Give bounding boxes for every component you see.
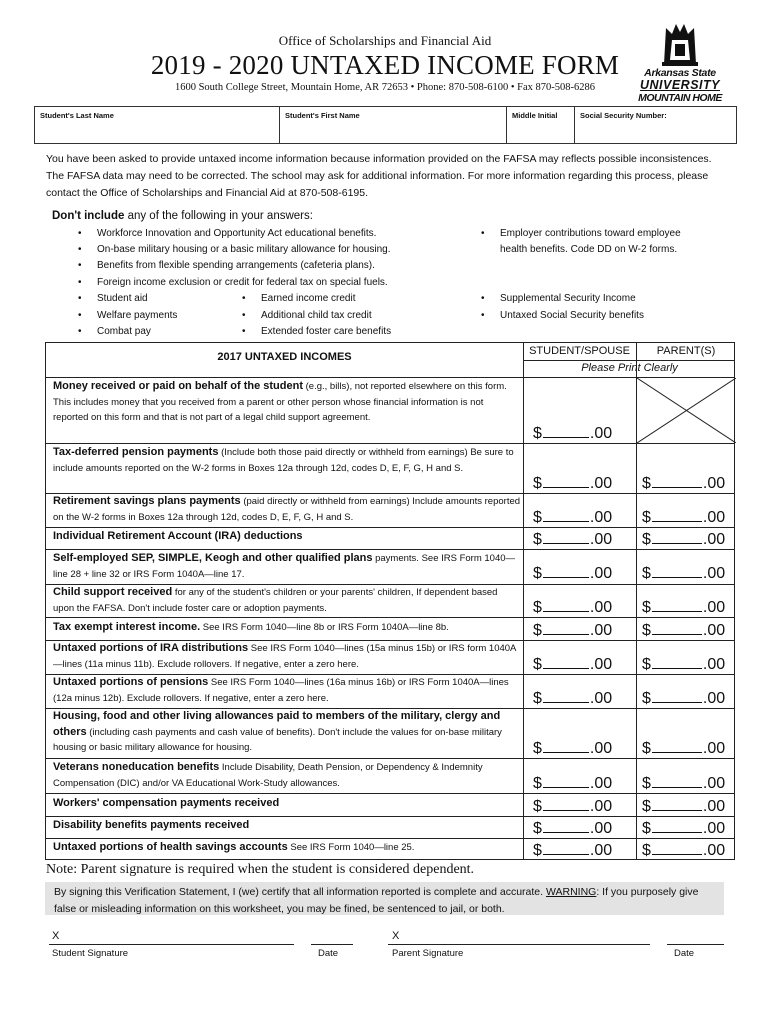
parent-amount-field[interactable]: $ .00 — [642, 842, 726, 859]
logo-line-2: UNIVERSITY — [639, 78, 720, 92]
parent-amount-field[interactable]: $ .00 — [642, 656, 726, 673]
exclusion-item: • Supplemental Security Income — [500, 293, 636, 304]
print-clearly-note: Please Print Clearly — [581, 362, 678, 374]
income-row-label: Individual Retirement Account (IRA) deductions — [53, 530, 303, 542]
exclusion-item: • Employer contributions toward employee — [500, 228, 681, 239]
exclusions-heading — [52, 210, 313, 222]
middle-initial-label: Middle Initial — [512, 111, 558, 120]
certification-text: By signing this Verification Statement, I (we) certify that all information reported is complete and accurate. WARNING: If you purposely give false or misleading information on this worksheet, you may be fined, be sentenced to jail, or both. — [54, 886, 699, 915]
income-row-label: Veterans noneducation benefits Include Disability, Death Pension, or Dependency & Indemnity Compensation (DIC) and/or VA Educational Work-Study allowances. — [53, 761, 483, 789]
exclusion-item: • Combat pay — [97, 326, 151, 337]
student-amount-field[interactable]: $ .00 — [533, 565, 613, 582]
student-amount-field[interactable]: $ .00 — [533, 798, 613, 815]
student-amount-field[interactable]: $ .00 — [533, 656, 613, 673]
student-date-line[interactable] — [311, 944, 353, 945]
income-row-label: Workers' compensation payments received — [53, 797, 280, 809]
table-divider — [523, 343, 524, 859]
student-amount-field[interactable]: $ .00 — [533, 475, 613, 492]
student-amount-field[interactable]: $ .00 — [533, 820, 613, 837]
parent-amount-field[interactable]: $ .00 — [642, 740, 726, 757]
student-amount-field[interactable]: $ .00 — [533, 740, 613, 757]
income-row-label: Housing, food and other living allowances paid to members of the military, clergy and others (including cash payments and cash value of benefits). Don't include the values for on-base military housing or basic military allowance for housing. — [53, 710, 502, 753]
income-row-label: Untaxed portions of pensions See IRS Form 1040—lines (16a minus 16b) or IRS Form 1040A—lines (12a minus 12b). Exclude rollovers. If negative, enter a zero here. — [53, 676, 509, 704]
income-row-label: Tax-deferred pension payments (Include both those paid directly or withheld from earnings) Be sure to include amounts reported on the W-2 forms in Boxes 12a through 12d, codes D, E, F, G, H and S. — [53, 446, 514, 474]
student-info-box — [34, 106, 737, 144]
student-amount-field[interactable]: $ .00 — [533, 531, 613, 548]
income-row-label: Disability benefits payments received — [53, 819, 250, 831]
intro-paragraph: You have been asked to provide untaxed income information because information provided on the FAFSA may reflects possible inconsistences. The FAFSA data may need to be corrected. The school may ask for additional information. For more information regarding this process, please contact the Office of Scholarships and Financial Aid at 870-508-6195. — [46, 153, 712, 199]
exclusions-heading-rest: any of the following in your answers: — [124, 210, 313, 222]
parent-amount-field[interactable]: $ .00 — [642, 798, 726, 815]
exclusion-item: • On-base military housing or a basic military allowance for housing. — [97, 244, 390, 255]
column-student-spouse: STUDENT/SPOUSE — [529, 345, 630, 357]
student-date-label: Date — [318, 948, 339, 959]
parent-signature-note: Note: Parent signature is required when the student is considered dependent. — [46, 862, 475, 877]
logo-line-3: MOUNTAIN HOME — [638, 92, 722, 104]
middle-initial-field[interactable] — [507, 107, 575, 143]
untaxed-income-table — [45, 342, 735, 860]
parent-amount-field[interactable]: $ .00 — [642, 565, 726, 582]
office-address: 1600 South College Street, Mountain Home, AR 72653 • Phone: 870-508-6100 • Fax 870-508-6286 — [174, 82, 596, 93]
income-row-label: Untaxed portions of IRA distributions See IRS Form 1040—lines (15a minus 15b) or IRS form 1040A—lines (11a minus 11b). Exclude rollovers. If negative, enter a zero here. — [53, 642, 517, 670]
student-amount-field[interactable]: $ .00 — [533, 690, 613, 707]
column-parents: PARENT(S) — [656, 345, 716, 357]
warning-label: WARNING — [545, 886, 597, 898]
parent-date-line[interactable] — [667, 944, 724, 945]
last-name-field[interactable] — [35, 107, 280, 143]
exclusion-item: • Benefits from flexible spending arrangements (cafeteria plans). — [97, 260, 375, 271]
parent-signature-x: X — [392, 930, 400, 942]
income-row-label: Tax exempt interest income. See IRS Form 1040—line 8b or IRS Form 1040A—line 8b. — [53, 621, 449, 633]
income-row-label: Child support received for any of the student's children or your parents' children, If dependent based upon the FAFSA. Don't include foster care or adoption payments. — [53, 586, 498, 614]
parent-amount-field[interactable]: $ .00 — [642, 531, 726, 548]
student-signature-line[interactable] — [49, 944, 294, 945]
parent-amount-field[interactable]: $ .00 — [642, 599, 726, 616]
exclusions-heading-bold: Don't include — [52, 210, 125, 222]
office-name: Office of Scholarships and Financial Aid — [278, 33, 492, 48]
parent-signature-label: Parent Signature — [392, 948, 464, 959]
parent-amount-field[interactable]: $ .00 — [642, 775, 726, 792]
student-amount-field[interactable]: $ .00 — [533, 425, 613, 442]
student-amount-field[interactable]: $ .00 — [533, 775, 613, 792]
parent-date-label: Date — [674, 948, 695, 959]
header-divider — [524, 360, 735, 361]
student-signature-label: Student Signature — [52, 948, 129, 959]
logo-line-1: Arkansas State — [644, 67, 716, 79]
exclusion-item-continued: health benefits. Code DD on W-2 forms. — [500, 244, 678, 255]
parent-amount-field[interactable]: $ .00 — [642, 820, 726, 837]
parent-amount-field[interactable]: $ .00 — [642, 475, 726, 492]
form-title: 2019 - 2020 UNTAXED INCOME FORM — [150, 50, 620, 80]
first-name-label: Student's First Name — [285, 111, 360, 120]
ssn-label: Social Security Number: — [580, 111, 667, 120]
student-amount-field[interactable]: $ .00 — [533, 622, 613, 639]
exclusion-item: • Additional child tax credit — [261, 310, 372, 321]
exclusion-item: • Extended foster care benefits — [261, 326, 391, 337]
student-amount-field[interactable]: $ .00 — [533, 599, 613, 616]
income-row-label: Money received or paid on behalf of the student (e.g., bills), not reported elsewhere on this form. This includes money that you received from a parent or other person whose financial information is not reported on this form and that is not part of a legal child support agreement. — [53, 380, 507, 423]
exclusion-item: • Untaxed Social Security benefits — [500, 310, 644, 321]
exclusion-item: • Welfare payments — [97, 310, 177, 321]
exclusion-item: • Student aid — [97, 293, 148, 304]
student-amount-field[interactable]: $ .00 — [533, 509, 613, 526]
parent-signature-line[interactable] — [388, 944, 650, 945]
student-signature-x: X — [52, 930, 60, 942]
income-row-label: Self-employed SEP, SIMPLE, Keogh and other qualified plans payments. See IRS Form 1040—line 28 + line 32 or IRS Form 1040A—line 17. — [53, 552, 516, 580]
exclusion-item: • Foreign income exclusion or credit for federal tax on special fuels. — [97, 277, 388, 288]
first-name-field[interactable] — [280, 107, 507, 143]
parent-amount-field[interactable]: $ .00 — [642, 622, 726, 639]
asu-logo — [630, 20, 730, 104]
parent-amount-field[interactable]: $ .00 — [642, 690, 726, 707]
parent-amount-field[interactable]: $ .00 — [642, 509, 726, 526]
last-name-label: Student's Last Name — [40, 111, 114, 120]
income-row-label: Untaxed portions of health savings accounts See IRS Form 1040—line 25. — [53, 841, 415, 853]
income-row-label: Retirement savings plans payments (paid directly or withheld from earnings) Include amounts reported on the W-2 forms in Boxes 12a through 12d, codes D, E, F, G, H and S. — [53, 495, 521, 523]
ssn-field[interactable] — [575, 107, 736, 143]
wolf-emblem-icon — [630, 20, 730, 68]
not-applicable-cross — [637, 378, 736, 443]
table-heading: 2017 UNTAXED INCOMES — [217, 351, 352, 363]
exclusion-item: • Earned income credit — [261, 293, 356, 304]
student-amount-field[interactable]: $ .00 — [533, 842, 613, 859]
exclusion-item: • Workforce Innovation and Opportunity Act educational benefits. — [97, 228, 376, 239]
